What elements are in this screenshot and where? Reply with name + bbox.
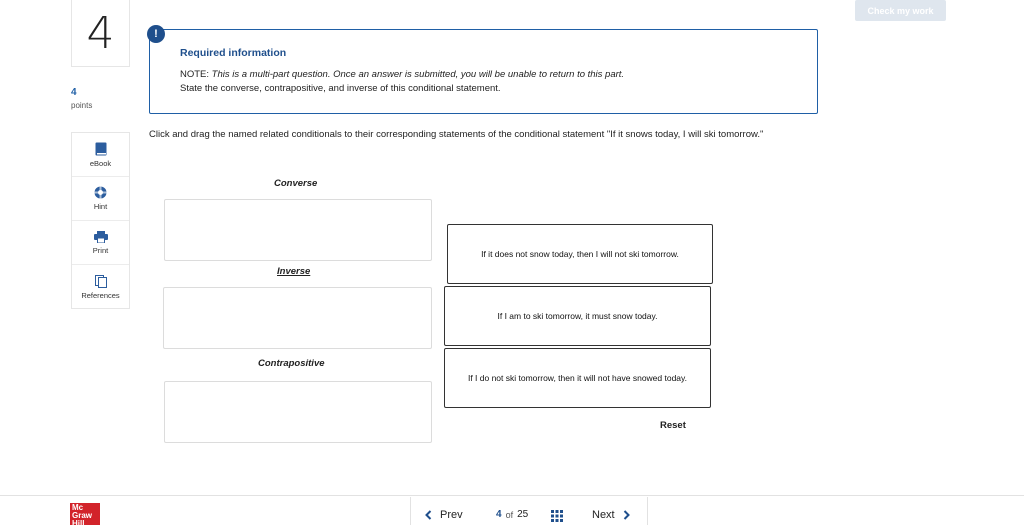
contrapositive-label: Contrapositive <box>258 358 325 369</box>
total-pages: 25 <box>517 509 529 520</box>
converse-drop-zone[interactable] <box>164 199 432 261</box>
next-button[interactable] <box>592 509 630 521</box>
inverse-label: Inverse <box>277 266 311 277</box>
note-prefix: NOTE: <box>180 69 210 80</box>
required-note <box>180 68 817 82</box>
references-button[interactable] <box>72 265 129 309</box>
lifebuoy-icon <box>94 186 107 199</box>
references-icon <box>95 275 107 288</box>
points-value: 4 <box>71 87 77 98</box>
tools-panel <box>71 132 130 309</box>
print-button[interactable] <box>72 221 129 265</box>
printer-icon <box>94 231 108 243</box>
grid-icon[interactable] <box>551 510 563 522</box>
required-information-box <box>149 29 818 114</box>
draggable-card-contrapositive[interactable]: If I do not ski tomorrow, then it will not have snowed today. <box>444 348 711 408</box>
print-label: Print <box>92 245 109 255</box>
draggable-card-inverse[interactable]: If it does not snow today, then I will not ski tomorrow. <box>447 224 713 284</box>
question-instructions: Click and drag the named related conditionals to their corresponding statements of the conditional statement "If it snows today, I will ski tomorrow." <box>149 129 764 140</box>
points-label: points <box>71 101 93 110</box>
chevron-left-icon <box>425 510 432 520</box>
page-indicator <box>496 509 528 520</box>
chevron-right-icon <box>623 510 630 520</box>
ebook-button[interactable] <box>72 133 129 177</box>
pagination <box>410 497 648 525</box>
current-page: 4 <box>496 509 502 520</box>
prev-button[interactable] <box>425 509 463 521</box>
check-my-work-button[interactable]: Check my work <box>855 0 946 21</box>
hint-button[interactable] <box>72 177 129 221</box>
draggable-card-converse[interactable]: If I am to ski tomorrow, it must snow today. <box>444 286 711 346</box>
book-icon <box>95 142 107 156</box>
required-statement: State the converse, contrapositive, and inverse of this conditional statement. <box>180 83 501 94</box>
hint-label: Hint <box>93 202 108 211</box>
alert-icon: ! <box>147 25 165 43</box>
inverse-drop-zone[interactable] <box>163 287 432 349</box>
ebook-label: eBook <box>89 158 112 168</box>
contrapositive-drop-zone[interactable] <box>164 381 432 443</box>
question-number: 4 <box>71 0 130 67</box>
converse-label: Converse <box>274 178 318 189</box>
prev-label: Prev <box>440 509 463 521</box>
reset-button[interactable]: Reset <box>660 420 686 431</box>
next-label: Next <box>592 509 615 521</box>
of-label: of <box>505 509 514 520</box>
note-text: This is a multi-part question. Once an answer is submitted, you will be unable to return to this part. <box>211 69 625 80</box>
references-label: References <box>81 290 120 300</box>
required-title: Required information <box>180 47 287 59</box>
mcgraw-hill-logo: Mc Graw Hill <box>70 503 100 525</box>
